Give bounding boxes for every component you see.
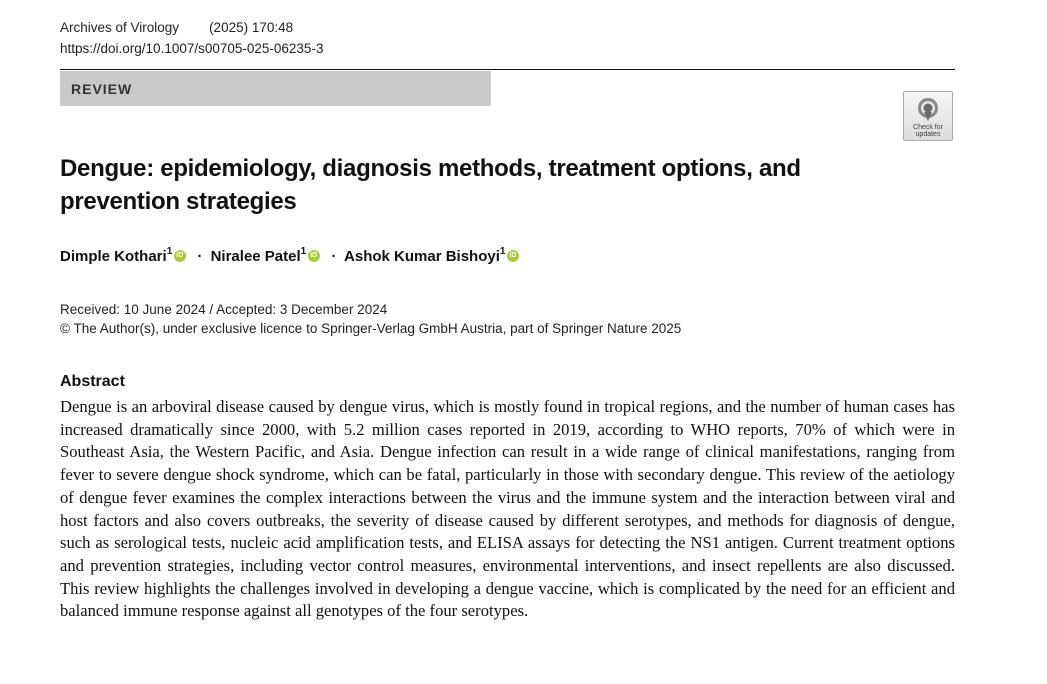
- check-for-updates-badge[interactable]: [903, 91, 953, 141]
- doi-link[interactable]: https://doi.org/10.1007/s00705-025-06235-3: [60, 41, 324, 56]
- copyright-line: © The Author(s), under exclusive licence to Springer-Verlag GmbH Austria, part of Springer Nature 2025: [60, 321, 682, 336]
- section-label: REVIEW: [71, 80, 133, 97]
- journal-name: Archives of Virology: [60, 20, 180, 35]
- abstract-body: Dengue is an arboviral disease caused by dengue virus, which is mostly found in tropical regions, and the number of human cases has increased dramatically since 2000, with 5.2 million cases reported in 2019, according to WHO reports, 70% of which were in Southeast Asia, the Western Pacific, and Asia. Dengue infection can result in a wide range of clinical manifestations, ranging from fever to severe dengue shock syndrome, which can be fatal, particularly in those with secondary dengue. This review of the aetiology of dengue fever examines the complex interactions between the virus and the immune system and the interaction between viral and host factors and also covers outbreaks, the severity of disease caused by different serotypes, and methods for diagnosis of dengue, such as serological tests, nucleic acid amplification tests, and ELISA assays for detecting the NS1 antigen. Current treatment options and prevention strategies, including vector control measures, environmental interventions, and insect repellents are also discussed. This review highlights the challenges involved in developing a dengue vaccine, which is complicated by the need for an efficient and balanced immune response against all genotypes of the four serotypes.: [60, 397, 955, 621]
- author-affiliation: 1: [166, 246, 173, 257]
- author-affiliation: 1: [499, 246, 506, 257]
- check-for-updates-icon: [916, 96, 940, 122]
- orcid-icon[interactable]: [308, 250, 320, 262]
- author-name[interactable]: Niralee Patel: [210, 248, 301, 265]
- header-rule: [60, 69, 955, 70]
- journal-line: [60, 20, 293, 35]
- author-separator: ·: [331, 248, 337, 265]
- abstract-heading: Abstract: [60, 373, 125, 390]
- article-title: Dengue: epidemiology, diagnosis methods, treatment options, and prevention strategies: [60, 155, 801, 215]
- badge-line1: Check for: [913, 124, 943, 131]
- section-label-bar: [60, 71, 491, 106]
- author-list: [60, 246, 522, 265]
- journal-issue: (2025) 170:48: [209, 20, 294, 35]
- author-name[interactable]: Dimple Kothari: [60, 248, 167, 265]
- author-name[interactable]: Ashok Kumar Bishoyi: [344, 248, 500, 265]
- orcid-icon[interactable]: [174, 250, 186, 262]
- author-affiliation: 1: [300, 246, 307, 257]
- badge-line2: updates: [915, 131, 941, 138]
- author-separator: ·: [197, 248, 203, 265]
- orcid-icon[interactable]: [507, 250, 519, 262]
- received-accepted-dates: Received: 10 June 2024 / Accepted: 3 December 2024: [60, 302, 388, 317]
